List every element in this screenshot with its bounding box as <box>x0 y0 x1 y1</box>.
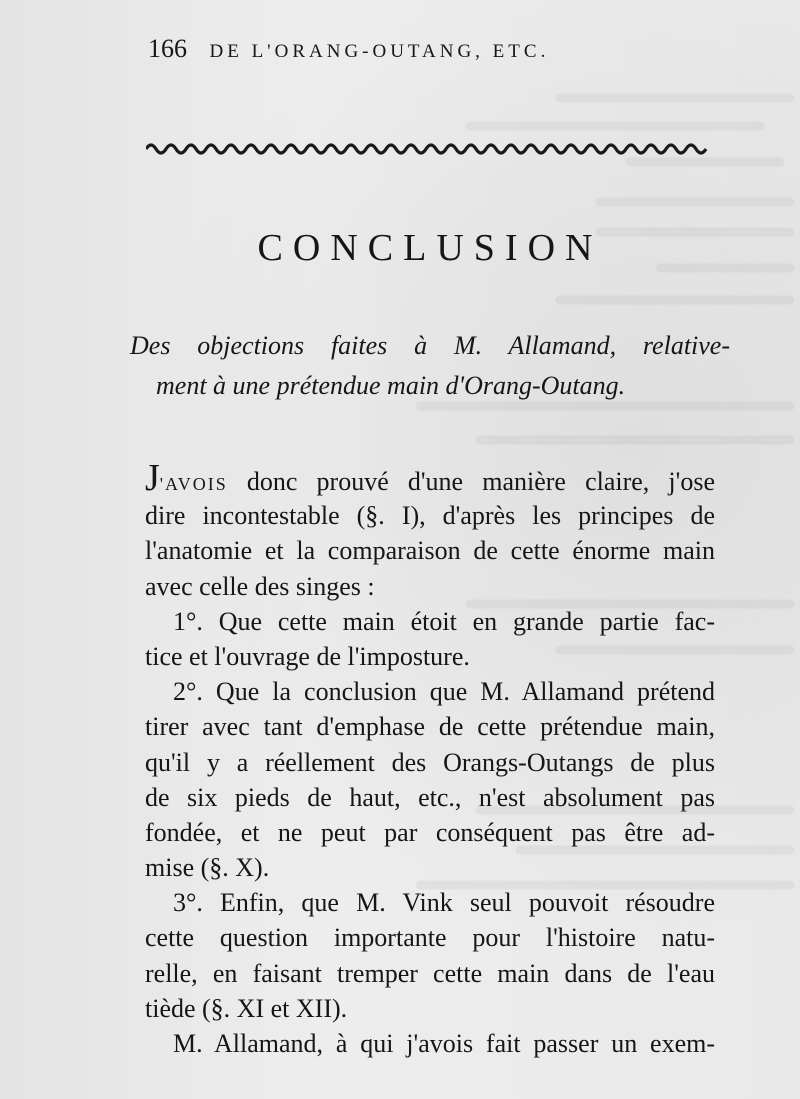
chapter-title: CONCLUSION <box>257 227 603 269</box>
body-line: avec celle des singes : <box>145 571 375 601</box>
running-header <box>148 34 549 64</box>
body-line: qu'il y a réellement des Orangs-Outangs de plus <box>145 747 715 777</box>
subtitle-line-2: ment à une prétendue main d'Orang-Outang. <box>156 371 626 400</box>
body-line: tiède (§. XI et XII). <box>145 993 348 1023</box>
body-line: l'anatomie et la comparaison de cette énorme main <box>145 536 715 566</box>
body-line: relle, en faisant tremper cette main dans de l'eau <box>145 958 715 988</box>
body-line: mise (§. X). <box>145 853 270 883</box>
drop-cap: J <box>145 457 160 499</box>
page-number: 166 <box>148 34 187 63</box>
body-line: tice et l'ouvrage de l'imposture. <box>145 641 470 671</box>
body-line: fondée, et ne peut par conséquent pas être ad- <box>145 817 715 847</box>
running-title: DE L'ORANG-OUTANG, ETC. <box>209 41 550 62</box>
body-line: dire incontestable (§. I), d'après les principes de <box>145 501 715 531</box>
body-text <box>145 457 715 1061</box>
body-line <box>145 457 715 499</box>
chapter-subtitle <box>130 326 730 406</box>
body-line: tirer avec tant d'emphase de cette prétendue main, <box>145 712 715 742</box>
ornamental-rule <box>146 138 712 160</box>
body-line: de six pieds de haut, etc., n'est absolument pas <box>145 782 715 812</box>
body-line: cette question importante pour l'histoire natu- <box>145 923 715 953</box>
body-line: 3°. Enfin, que M. Vink seul pouvoit résoudre <box>173 888 715 918</box>
body-line: 2°. Que la conclusion que M. Allamand prétend <box>173 677 715 707</box>
body-line: 1°. Que cette main étoit en grande partie fac- <box>173 606 715 636</box>
small-caps-word: 'AVOIS <box>159 474 228 494</box>
subtitle-line-1: Des objections faites à M. Allamand, relative- <box>130 331 730 360</box>
body-line: M. Allamand, à qui j'avois fait passer un exem- <box>173 1029 715 1058</box>
line-text: donc prouvé d'une manière claire, j'ose <box>227 467 715 496</box>
